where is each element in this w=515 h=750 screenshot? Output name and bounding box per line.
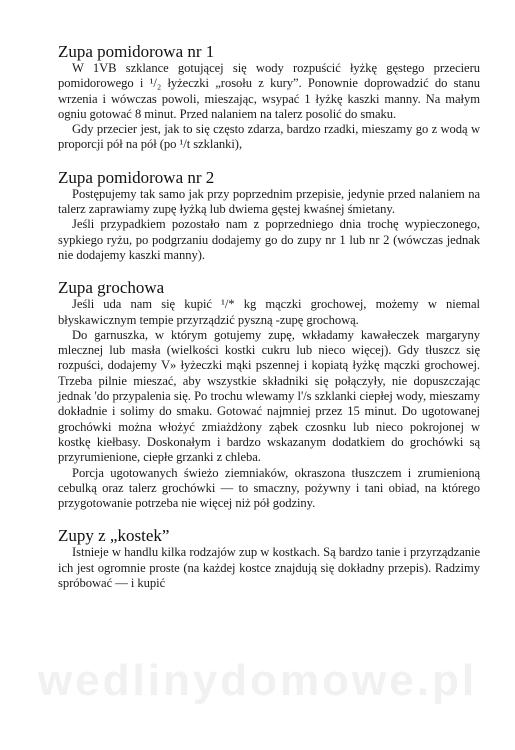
paragraph: Postępujemy tak samo jak przy poprzednim przepisie, jedynie przed nalaniem na talerz zaprawiamy zupę łyżką lub dwiema gęstej kwaśnej śmietany. [58, 186, 480, 217]
paragraph: W 1VB szklance gotującej się wody rozpuścić łyżkę gęstego przecieru pomidorowego i ¹/₂ łyżeczki „rosołu z kury”. Ponownie doprowadzić do stanu wrzenia i wówczas powoli, mieszając, wsypać 1 łyżkę kaszki manny. Na małym ogniu gotować 8 minut. Przed nalaniem na talerz posolić do smaku. [58, 61, 480, 121]
paragraph: Istnieje w handlu kilka rodzajów zup w kostkach. Są bardzo tanie i przyrządzanie ich jest ogromnie proste (na każdej kostce znajdują się dokładny przepis). Radzimy spróbować — i kupić [58, 545, 480, 591]
paragraph: Jeśli uda nam się kupić ¹/* kg mączki grochowej, możemy w niemal błyskawicznym tempie przyrządzić pyszną -zupę grochową. [58, 297, 480, 327]
section-heading: Zupa pomidorowa nr 1 [58, 42, 215, 61]
paragraph: Porcja ugotowanych świeżo ziemniaków, okraszona tłuszczem i zrumienioną cebulką oraz talerz grochówki — to smaczny, pożywny i tani obiad, na którego przygotowanie potrzeba nie więcej niż pół godziny. [58, 465, 480, 511]
document-page [58, 42, 480, 606]
section-heading: Zupa pomidorowa nr 2 [58, 167, 215, 187]
recipe-section [58, 168, 480, 263]
section-heading: Zupy z „kostek” [58, 526, 170, 546]
watermark: wedlinydomowe.pl [37, 656, 478, 705]
paragraph: Do garnuszka, w którym gotujemy zupę, wkładamy kawałeczek margaryny mlecznej lub masła (wielkości kostki cukru lub nieco więcej). Gdy tłuszcz się rozpuści, dodajemy V» łyżeczki mąki pszennej i kopiatą łyżkę mączki grochowej. Trzeba pilnie mieszać, aby wszystkie składniki się połączyły, nie dopuszczając jednak 'do przypalenia się. Po trochu wlewamy l'/s szklanki ciepłej wody, mieszamy dokładnie i solimy do smaku. Gotować najmniej przez 15 minut. Do ugotowanej grochówki można włożyć zmiażdżony ząbek czosnku lub nieco pokrojonej w kostkę kiełbasy. Doskonałym i bardzo wskazanym dodatkiem do grochówki są przyrumienione, ciepłe grzanki z chleba. [58, 327, 480, 465]
recipe-section [58, 278, 480, 511]
recipe-section [58, 526, 480, 591]
paragraph: Jeśli przypadkiem pozostało nam z poprzedniego dnia trochę wypieczonego, sypkiego ryżu, po podgrzaniu dodajemy go do zupy nr 1 lub nr 2 (wówczas jednak nie dodajemy kaszki manny). [58, 217, 480, 262]
section-heading: Zupa grochowa [58, 278, 165, 298]
recipe-section [58, 42, 480, 153]
paragraph: Gdy przecier jest, jak to się często zdarza, bardzo rzadki, mieszamy go z wodą w proporcji pół na pół (po ¹/t szklanki), [58, 122, 480, 152]
